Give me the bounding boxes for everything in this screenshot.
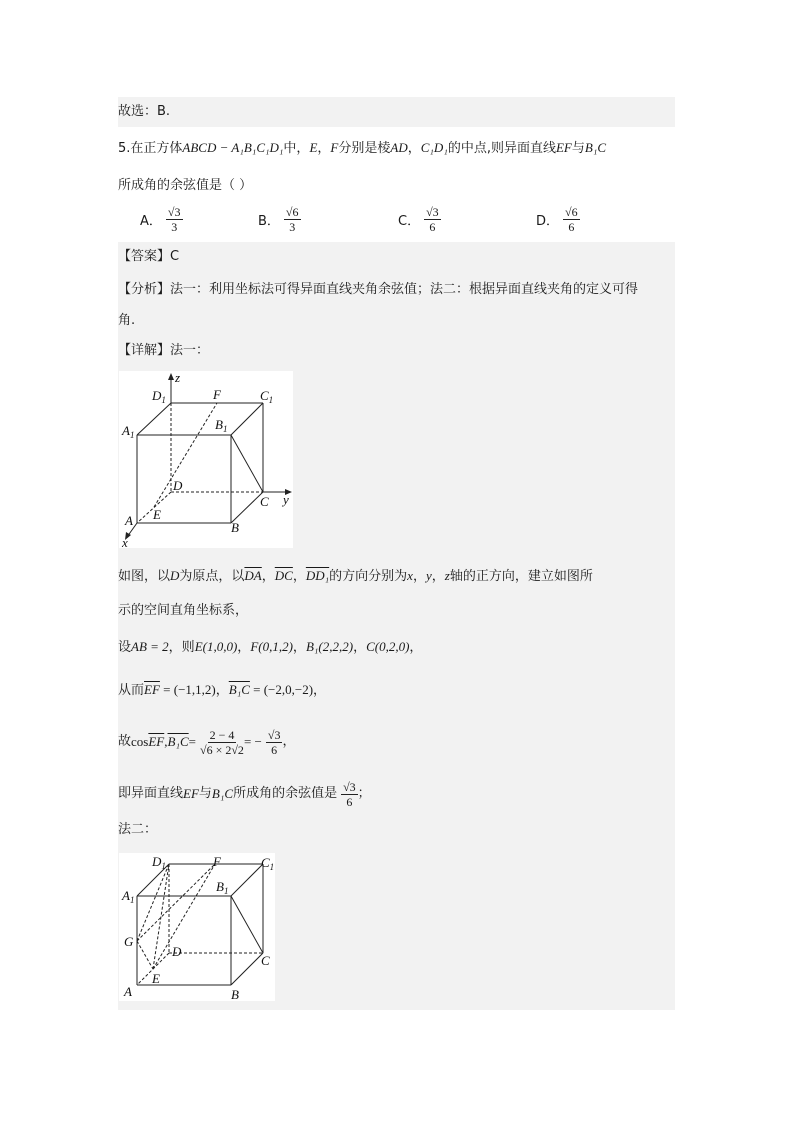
- subscript: 1: [223, 886, 229, 896]
- comma: ,: [164, 734, 168, 749]
- option-letter: C．: [398, 214, 421, 229]
- text: 为原点，以: [179, 569, 245, 584]
- numerator: √3: [267, 727, 281, 742]
- numerator: √3: [167, 205, 181, 219]
- denominator: 6: [346, 794, 353, 809]
- label-a1-letter: A: [122, 888, 130, 903]
- step1-line-2: 示的空间直角坐标系，: [118, 603, 249, 618]
- text: 从而: [118, 683, 145, 698]
- denominator: 6: [429, 220, 436, 234]
- label-c1: [260, 388, 273, 405]
- separator: ，: [407, 141, 421, 156]
- answer-label: 【答案】: [118, 249, 171, 264]
- line-b1c: B₁C: [584, 140, 607, 155]
- label-e: E: [153, 507, 161, 522]
- axis-x-label: x: [122, 535, 128, 548]
- vector-b1c: B₁C: [228, 682, 250, 697]
- separator: ，: [412, 569, 426, 584]
- numerator: 2 − 4: [209, 727, 235, 742]
- question-number: 5.: [118, 141, 131, 156]
- separator: ；: [357, 786, 371, 801]
- label-b1-letter: B: [215, 417, 223, 432]
- subscript: 1: [268, 395, 274, 405]
- label-d: D: [172, 944, 182, 959]
- step1-line-1: [118, 566, 675, 587]
- question-line-2: 所成角的余弦值是（ ）: [118, 178, 253, 193]
- cube-figure-1: [119, 371, 293, 548]
- label-a1: [121, 423, 134, 440]
- text: 的方向分别为: [329, 569, 408, 584]
- denominator: 6: [568, 220, 575, 234]
- axis-z-label: z: [175, 371, 181, 385]
- text: 与: [198, 786, 212, 801]
- label-a: A: [124, 984, 132, 999]
- label-d1: [151, 854, 166, 871]
- detail-label: 【详解】: [118, 343, 171, 358]
- option-letter: D．: [536, 214, 560, 229]
- text: 轴的正方向，建立如图所: [449, 569, 593, 584]
- coord-f: F(0,1,2): [250, 639, 293, 654]
- vector-ef-value: = (−1,1,2): [159, 682, 216, 697]
- label-a: A: [125, 513, 133, 528]
- point-f: F: [330, 140, 339, 155]
- label-c1-letter: C: [261, 855, 270, 870]
- result-fraction: [266, 728, 283, 757]
- subscript: 1: [161, 861, 166, 871]
- cos-symbol: cos: [131, 734, 149, 749]
- separator: ，: [237, 640, 251, 655]
- equals-negative: = −: [243, 734, 262, 749]
- subscript: 1: [222, 424, 228, 434]
- origin-d: D: [170, 568, 180, 583]
- edge-ad: AD: [390, 140, 408, 155]
- question-text: 在正方体: [130, 141, 183, 156]
- label-b1: [215, 417, 227, 434]
- step2-line: [118, 637, 675, 658]
- subscript: 1: [269, 862, 275, 872]
- result-fraction: [341, 780, 358, 809]
- option-letter: A．: [140, 214, 162, 229]
- step4-line: [118, 722, 675, 762]
- step5-line: [118, 776, 675, 812]
- coord-c: C(0,2,0): [366, 639, 410, 654]
- option-a: [140, 205, 183, 234]
- answer-line: [118, 247, 675, 267]
- vector-dd1: DD₁: [305, 568, 330, 583]
- numerator: √3: [426, 205, 439, 219]
- analysis-line-1: [118, 280, 675, 300]
- label-d1-letter: D: [152, 388, 162, 403]
- step3-line: [118, 680, 675, 701]
- point-e: E: [309, 140, 318, 155]
- denominator: 3: [171, 220, 178, 234]
- question-line-1: [118, 138, 675, 159]
- numerator: √3: [343, 779, 356, 794]
- line-ef: EF: [555, 140, 572, 155]
- analysis-line-2: 角.: [118, 313, 136, 328]
- vector-dc: $\overline{DC}$: [274, 568, 293, 583]
- label-c1-letter: C: [260, 388, 269, 403]
- label-c1: [261, 855, 274, 872]
- option-d: [536, 205, 580, 234]
- separator: ，: [409, 640, 423, 655]
- option-fraction: [284, 205, 301, 234]
- separator: ，: [313, 683, 327, 698]
- coord-e: E(1,0,0): [194, 639, 238, 654]
- method2-line: 法二：: [118, 822, 158, 837]
- label-a1-letter: A: [122, 423, 130, 438]
- numerator: √6: [565, 205, 578, 219]
- detail-text: 法一：: [170, 343, 210, 358]
- separator: ，: [317, 141, 331, 156]
- label-f: F: [213, 854, 221, 869]
- denominator: 3: [289, 220, 296, 234]
- label-c: C: [261, 953, 270, 968]
- label-g: G: [124, 934, 134, 949]
- label-b1: [216, 879, 228, 896]
- separator: ，: [292, 569, 306, 584]
- option-fraction: [424, 205, 441, 234]
- cube-figure-2: [119, 853, 275, 1001]
- analysis-text: 法一：利用坐标法可得异面直线夹角余弦值；法二：根据异面直线夹角的定义可得: [170, 282, 639, 297]
- label-f: F: [213, 387, 221, 402]
- cube-diagram-1: [119, 371, 293, 548]
- separator: ，: [261, 569, 275, 584]
- option-b: [258, 205, 301, 234]
- vector-ef: $\overline{EF}$: [148, 734, 165, 749]
- vector-b1c: B₁C: [167, 734, 189, 749]
- subscript: 1: [129, 430, 135, 440]
- vector-b1c-value: = (−2,0,−2): [249, 682, 314, 697]
- label-b: B: [231, 520, 239, 535]
- label-d1-letter: D: [152, 854, 162, 869]
- text: 设: [118, 640, 132, 655]
- label-b1-letter: B: [216, 879, 224, 894]
- option-fraction: [563, 205, 580, 234]
- analysis-label: 【分析】: [118, 282, 171, 297]
- line-b1c: B₁C: [211, 786, 234, 801]
- detail-line: [118, 341, 675, 361]
- equals: =: [188, 734, 196, 749]
- question-text: 与: [571, 141, 585, 156]
- axis-y: y: [425, 568, 432, 583]
- cube-name: ABCD − A₁B₁C₁D₁: [182, 140, 284, 155]
- edge-length: AB = 2: [131, 639, 169, 654]
- edge-c1d1: C₁D₁: [420, 140, 448, 155]
- vector-da: $\overline{DA}$: [244, 568, 262, 583]
- separator: ，: [292, 640, 306, 655]
- subscript: 1: [129, 895, 135, 905]
- answer-value: C: [170, 249, 180, 264]
- question-text: 分别是棱: [338, 141, 391, 156]
- cos-fraction: [200, 728, 244, 757]
- question-text: 中，: [283, 141, 310, 156]
- question-text: 的中点,则异面直线: [447, 141, 556, 156]
- coord-b1: B₁(2,2,2): [305, 639, 354, 654]
- axis-x: x: [407, 568, 413, 583]
- vector-ef: $\overline{EF}$: [144, 682, 160, 697]
- label-b: B: [231, 987, 239, 1001]
- axis-z: z: [444, 568, 450, 583]
- text: ，则: [168, 640, 195, 655]
- subscript: 1: [161, 395, 166, 405]
- text: 所成角的余弦值是: [233, 786, 338, 801]
- text: 故: [118, 734, 132, 749]
- label-c: C: [260, 494, 269, 509]
- separator: ，: [282, 734, 296, 749]
- label-d1: [151, 388, 166, 405]
- previous-answer-line: 故选：B.: [118, 97, 675, 127]
- line-ef: EF: [183, 786, 199, 801]
- separator: ，: [353, 640, 367, 655]
- denominator: √6 × 2√2: [199, 742, 244, 757]
- label-e: E: [152, 971, 160, 986]
- cube-diagram-2: [119, 853, 275, 1001]
- label-d: D: [173, 478, 183, 493]
- text: 即异面直线: [118, 786, 184, 801]
- separator: ，: [215, 683, 229, 698]
- option-fraction: [166, 205, 183, 234]
- text: 如图，以: [118, 569, 171, 584]
- option-c: [398, 205, 441, 234]
- separator: ，: [431, 569, 445, 584]
- numerator: √6: [285, 205, 299, 219]
- option-letter: B．: [258, 214, 280, 229]
- denominator: 6: [271, 742, 278, 757]
- label-a1: [121, 888, 134, 905]
- axis-y-label: y: [283, 492, 289, 507]
